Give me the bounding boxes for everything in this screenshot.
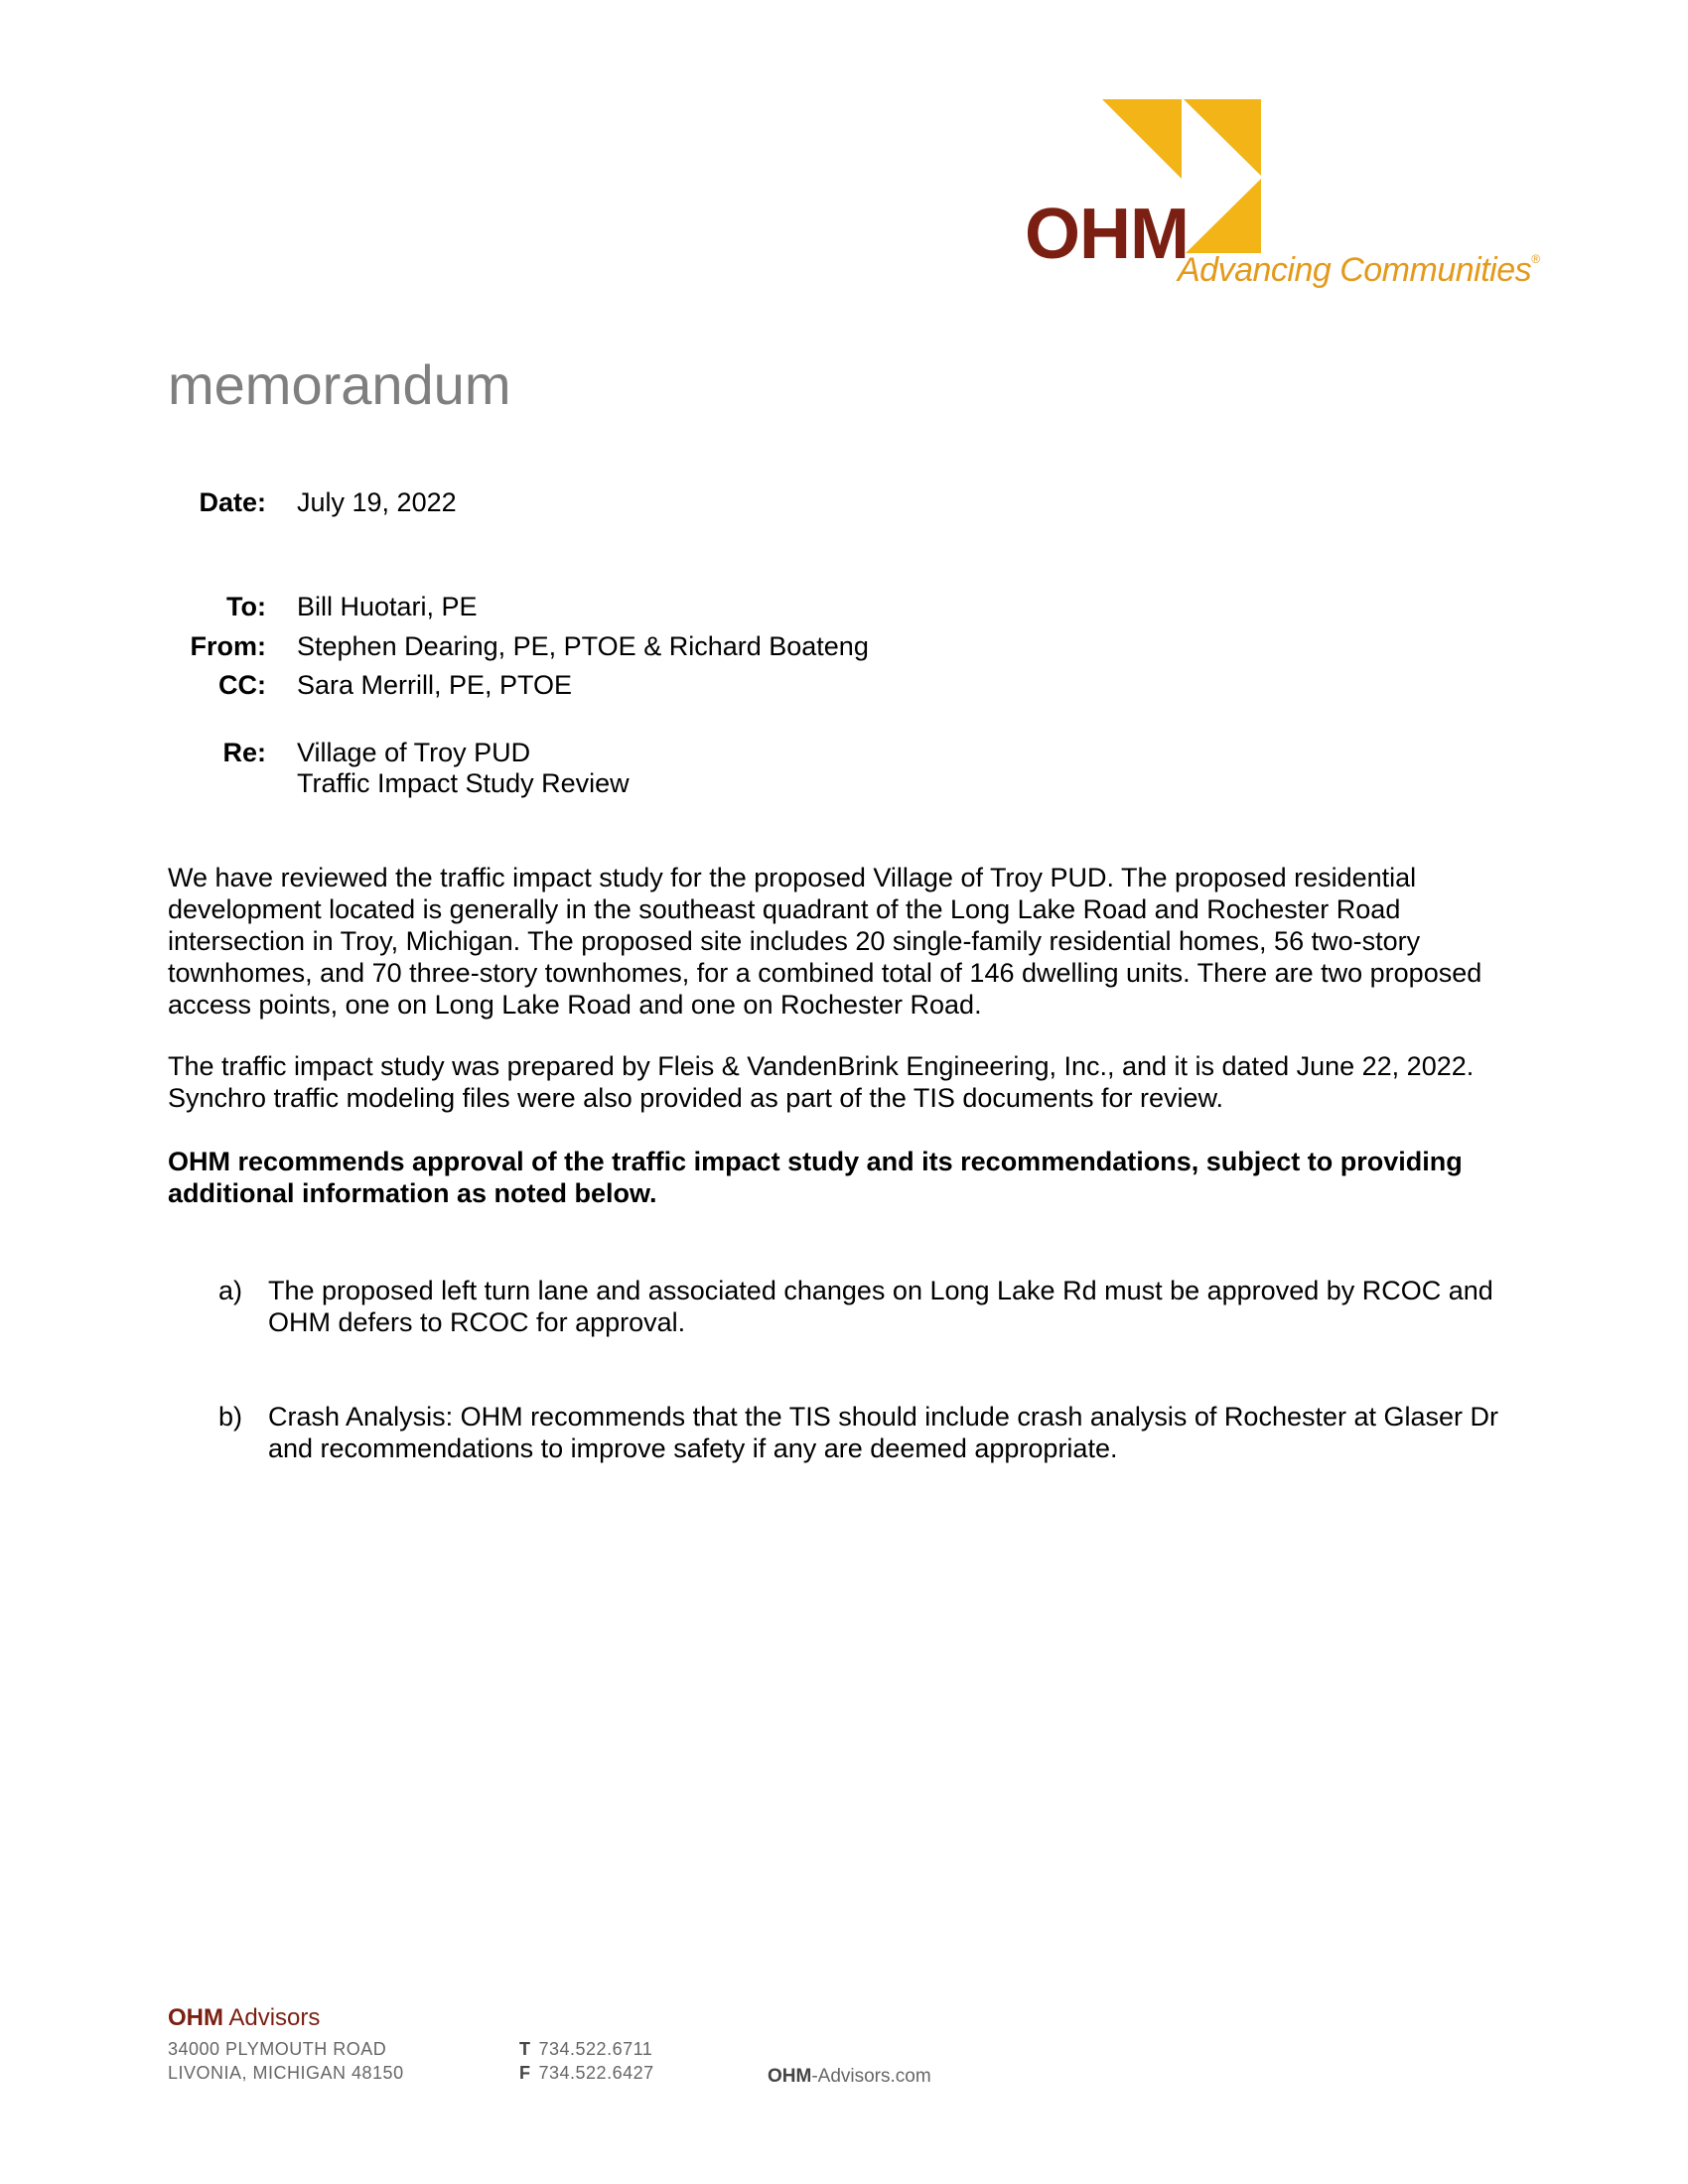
- to-value: Bill Huotari, PE: [297, 592, 478, 621]
- footer-phone-label: T: [519, 2039, 531, 2059]
- list-item-text: The proposed left turn lane and associated changes on Long Lake Rd must be approved by RCOC and OHM defers to RCOC for approval.: [268, 1276, 1493, 1337]
- body-paragraph-1: We have reviewed the traffic impact study for the proposed Village of Troy PUD. The proposed residential development located is generally in the southeast quadrant of the Long Lake Road and Rochester Road intersection in Troy, Michigan. The proposed site includes 20 single-family residential homes, 56 two-story townhomes, and 70 three-story townhomes, for a combined total of 146 dwelling units. There are two proposed access points, one on Long Lake Road and one on Rochester Road.: [168, 863, 1482, 1020]
- date-label: Date:: [199, 487, 266, 517]
- recommendation-statement: OHM recommends approval of the traffic impact study and its recommendations, subject to providing additional information as noted below.: [168, 1147, 1463, 1208]
- footer-fax-label: F: [519, 2063, 531, 2083]
- logo-triangle-bottom: [1184, 179, 1261, 253]
- ohm-logo: [1013, 94, 1540, 303]
- to-label: To:: [226, 592, 266, 621]
- registered-mark: ®: [1531, 252, 1540, 266]
- logo-tagline: [1178, 253, 1539, 287]
- re-label: Re:: [222, 738, 266, 767]
- footer-company-bold: OHM: [168, 2004, 223, 2031]
- footer-fax-value: 734.522.6427: [538, 2063, 654, 2083]
- footer-fax: [519, 2064, 654, 2082]
- logo-brand-text: OHM: [1025, 195, 1189, 274]
- from-label: From:: [190, 631, 266, 661]
- cc-label: CC:: [218, 670, 266, 700]
- logo-triangle-top-left: [1102, 99, 1182, 179]
- footer-website-rest: -Advisors.com: [811, 2066, 931, 2087]
- document-title: memorandum: [168, 353, 511, 416]
- footer-phone-value: 734.522.6711: [538, 2039, 653, 2059]
- re-subject-line1: Village of Troy PUD: [297, 738, 531, 767]
- footer-phone: [519, 2040, 652, 2058]
- list-item-marker: a): [218, 1276, 243, 1305]
- body-paragraph-2: The traffic impact study was prepared by Fleis & VandenBrink Engineering, Inc., and it is dated June 22, 2022. Synchro traffic modeling files were also provided as part of the TIS documents for review.: [168, 1051, 1475, 1113]
- footer-company-name: [168, 2006, 320, 2030]
- list-item-text: Crash Analysis: OHM recommends that the TIS should include crash analysis of Rochester at Glaser Dr and recommendations to improve safety if any are deemed appropriate.: [268, 1402, 1499, 1463]
- from-value: Stephen Dearing, PE, PTOE & Richard Boateng: [297, 631, 869, 661]
- re-subject-line2: Traffic Impact Study Review: [297, 768, 630, 798]
- cc-value: Sara Merrill, PE, PTOE: [297, 670, 573, 700]
- footer-address-line2: LIVONIA, MICHIGAN 48150: [168, 2063, 404, 2083]
- list-item-marker: b): [218, 1402, 243, 1432]
- footer-website-bold: OHM: [768, 2066, 812, 2087]
- footer-address-line1: 34000 PLYMOUTH ROAD: [168, 2039, 387, 2059]
- footer-company-rest: Advisors: [223, 2004, 321, 2031]
- logo-triangle-top-right: [1184, 99, 1261, 176]
- date-value: July 19, 2022: [297, 487, 457, 517]
- footer-website: [768, 2067, 931, 2086]
- logo-tagline-text: Advancing Communities: [1178, 251, 1532, 289]
